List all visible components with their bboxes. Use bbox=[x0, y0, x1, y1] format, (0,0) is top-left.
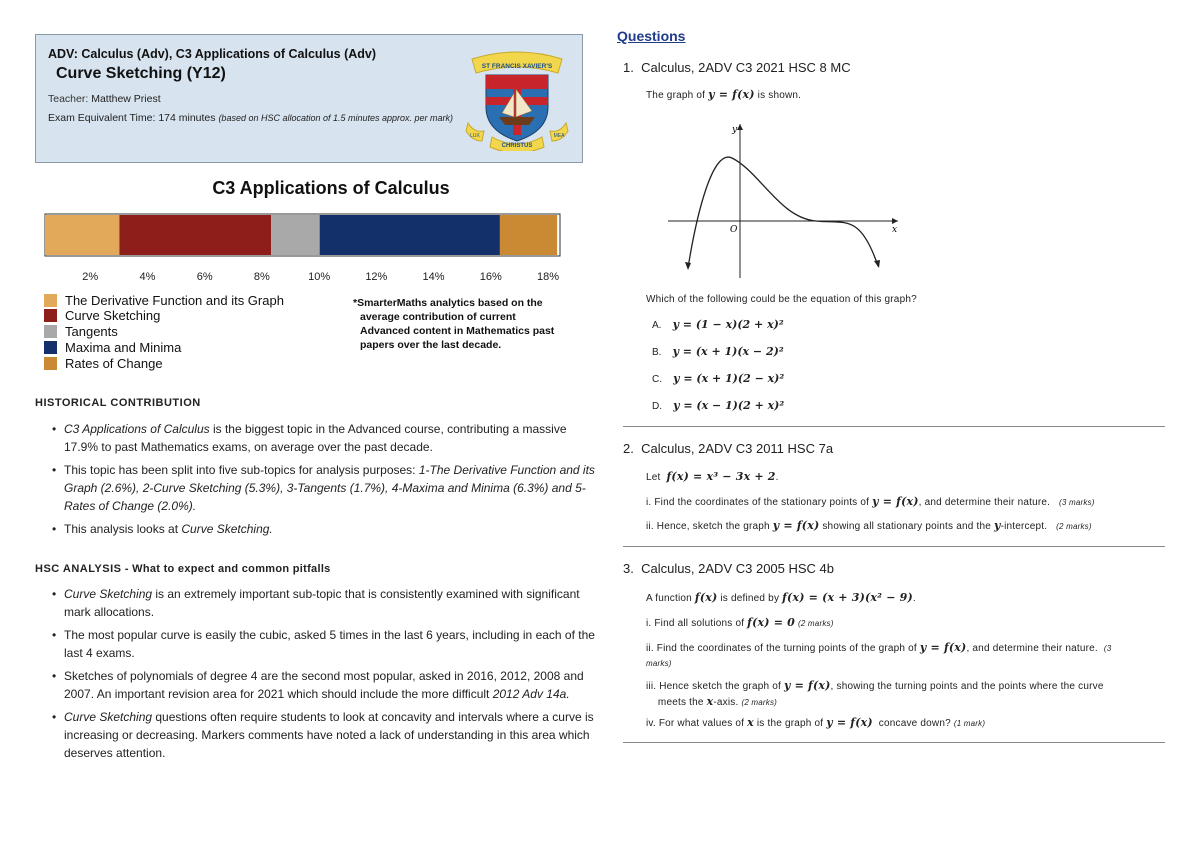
bar-segment bbox=[271, 215, 320, 255]
legend-swatch bbox=[44, 341, 57, 354]
cubic-graph bbox=[660, 118, 910, 280]
teacher-name: Matthew Priest bbox=[91, 93, 161, 105]
crest-motto-right: MEA bbox=[553, 133, 565, 139]
legend-label: Curve Sketching bbox=[65, 308, 161, 324]
tick-label: 10% bbox=[308, 271, 331, 283]
legend-item bbox=[44, 308, 160, 324]
note-line: papers over the last decade. bbox=[360, 339, 502, 351]
header-box bbox=[35, 34, 583, 163]
teacher-label: Teacher: bbox=[48, 93, 89, 105]
axis-y-label: y bbox=[732, 125, 738, 135]
school-crest-logo bbox=[464, 51, 570, 151]
tick-label: 8% bbox=[253, 271, 270, 283]
question-3-part-i: i. Find all solutions of f(x) = 0 (2 marks) bbox=[646, 616, 834, 629]
tick-label: 6% bbox=[196, 271, 213, 283]
option-b[interactable]: B. y = (x + 1)(x − 2)² bbox=[652, 345, 784, 358]
question-3-part-iii: iii. Hence sketch the graph of y = f(x), showing the turning points and the points where the curve meets the x-axis. (2 marks) bbox=[646, 679, 1104, 708]
teacher-line bbox=[48, 93, 161, 105]
question-2-part-ii: ii. Hence, sketch the graph y = f(x) showing all stationary points and the y-intercept. (2 marks) bbox=[646, 519, 1092, 532]
option-d[interactable]: D. y = (x − 1)(2 + x)² bbox=[652, 399, 785, 412]
list-item: • This topic has been split into five sub-topics for analysis purposes: 1-The Derivative Function and its Graph (2.6%), 2-Curve Sketching (5.3%), 3-Tangents (1.7%), 4-Maxima and Minima (6.3%) and 5-Rates of Change (2.0%). bbox=[35, 461, 595, 515]
note-line: average contribution of current bbox=[360, 311, 516, 323]
analytics-note bbox=[353, 296, 593, 352]
option-a[interactable]: A. y = (1 − x)(2 + x)² bbox=[652, 318, 784, 331]
question-3-title: 3. Calculus, 2ADV C3 2005 HSC 4b bbox=[623, 561, 835, 576]
bar-segment bbox=[320, 215, 500, 255]
list-item: • The most popular curve is easily the cubic, asked 5 times in the last 6 years, including in each of the last 4 exams. bbox=[35, 626, 595, 662]
list-item: • C3 Applications of Calculus is the biggest topic in the Advanced course, contributing a massive 17.9% to past Mathematics exams, on average over the past decade. bbox=[35, 420, 595, 456]
list-item: • Sketches of polynomials of degree 4 are the second most popular, asked in 2016, 2012, 2008 and 2007. An important revision area for 2021 which should include the more difficult 2012 Adv 14a. bbox=[35, 667, 595, 703]
crest-motto-top: ST FRANCIS XAVIER'S bbox=[481, 63, 553, 70]
legend-swatch bbox=[44, 357, 57, 370]
question-2-part-i: i. Find the coordinates of the stationary points of y = f(x), and determine their nature. (3 marks) bbox=[646, 495, 1095, 508]
time-label: Exam Equivalent Time: bbox=[48, 112, 156, 124]
tick-label: 2% bbox=[82, 271, 99, 283]
tick-label: 4% bbox=[139, 271, 156, 283]
note-line: *SmarterMaths analytics based on the bbox=[353, 297, 543, 309]
question-3-part-iv: iv. For what values of x is the graph of y = f(x) concave down? (1 mark) bbox=[646, 716, 986, 729]
historical-list bbox=[35, 420, 595, 543]
historical-heading: HISTORICAL CONTRIBUTION bbox=[35, 397, 201, 409]
divider bbox=[623, 546, 1165, 547]
note-line: Advanced content in Mathematics past bbox=[360, 325, 555, 337]
question-3-stem: A function f(x) is defined by f(x) = (x + 3)(x² − 9). bbox=[646, 591, 916, 604]
question-1-stem: The graph of y = f(x) is shown. bbox=[646, 88, 802, 101]
list-item: • Curve Sketching questions often require students to look at concavity and intervals where a curve is increasing or decreasing. Markers comments have noted a lack of understanding in this area which deserves attention. bbox=[35, 708, 595, 762]
legend-swatch bbox=[44, 294, 57, 307]
tick-label: 16% bbox=[479, 271, 502, 283]
bar-segment bbox=[119, 215, 271, 255]
legend-item bbox=[44, 324, 118, 340]
question-1-title: 1. Calculus, 2ADV C3 2021 HSC 8 MC bbox=[623, 60, 851, 75]
option-c[interactable]: C. y = (x + 1)(2 − x)² bbox=[652, 372, 785, 385]
list-item: • Curve Sketching is an extremely important sub-topic that is consistently examined with significant mark allocations. bbox=[35, 585, 595, 621]
analysis-heading: HSC ANALYSIS - What to expect and common pitfalls bbox=[35, 563, 331, 575]
axis-x-label: x bbox=[892, 225, 898, 235]
questions-heading: Questions bbox=[617, 28, 686, 44]
legend-label: Rates of Change bbox=[65, 355, 163, 371]
chart-title: C3 Applications of Calculus bbox=[212, 178, 450, 198]
question-1-prompt: Which of the following could be the equation of this graph? bbox=[646, 294, 917, 305]
analysis-list bbox=[35, 585, 595, 767]
legend-swatch bbox=[44, 309, 57, 322]
question-2-stem: Let f(x) = x³ − 3x + 2. bbox=[646, 470, 779, 483]
question-3-part-ii: ii. Find the coordinates of the turning points of the graph of y = f(x), and determine their nature. (3 marks) bbox=[646, 641, 1112, 668]
divider bbox=[623, 742, 1165, 743]
exam-time-line bbox=[48, 111, 458, 125]
legend-label: Maxima and Minima bbox=[65, 339, 182, 355]
course-line: ADV: Calculus (Adv), C3 Applications of Calculus (Adv) bbox=[48, 47, 377, 61]
tick-label: 18% bbox=[536, 271, 560, 283]
bar-segment bbox=[45, 215, 119, 255]
legend-item bbox=[44, 355, 163, 371]
stacked-bar-chart bbox=[35, 210, 595, 285]
bar-segment bbox=[500, 215, 557, 255]
origin-label: O bbox=[730, 225, 738, 235]
time-note: (based on HSC allocation of 1.5 minutes approx. per mark) bbox=[218, 113, 454, 123]
list-item: • This analysis looks at Curve Sketching. bbox=[35, 520, 595, 538]
legend-item bbox=[44, 339, 181, 355]
divider bbox=[623, 426, 1165, 427]
time-value: 174 minutes bbox=[158, 112, 216, 124]
tick-label: 14% bbox=[422, 271, 445, 283]
crest-motto-bottom: CHRISTUS bbox=[501, 143, 533, 149]
legend-swatch bbox=[44, 325, 57, 338]
document-title: Curve Sketching (Y12) bbox=[56, 65, 226, 82]
legend-label: The Derivative Function and its Graph bbox=[65, 292, 284, 308]
question-2-title: 2. Calculus, 2ADV C3 2011 HSC 7a bbox=[623, 441, 834, 456]
crest-motto-left: LUX bbox=[470, 133, 480, 139]
legend-item bbox=[44, 292, 284, 308]
legend-label: Tangents bbox=[65, 324, 118, 340]
tick-label: 12% bbox=[365, 271, 388, 283]
